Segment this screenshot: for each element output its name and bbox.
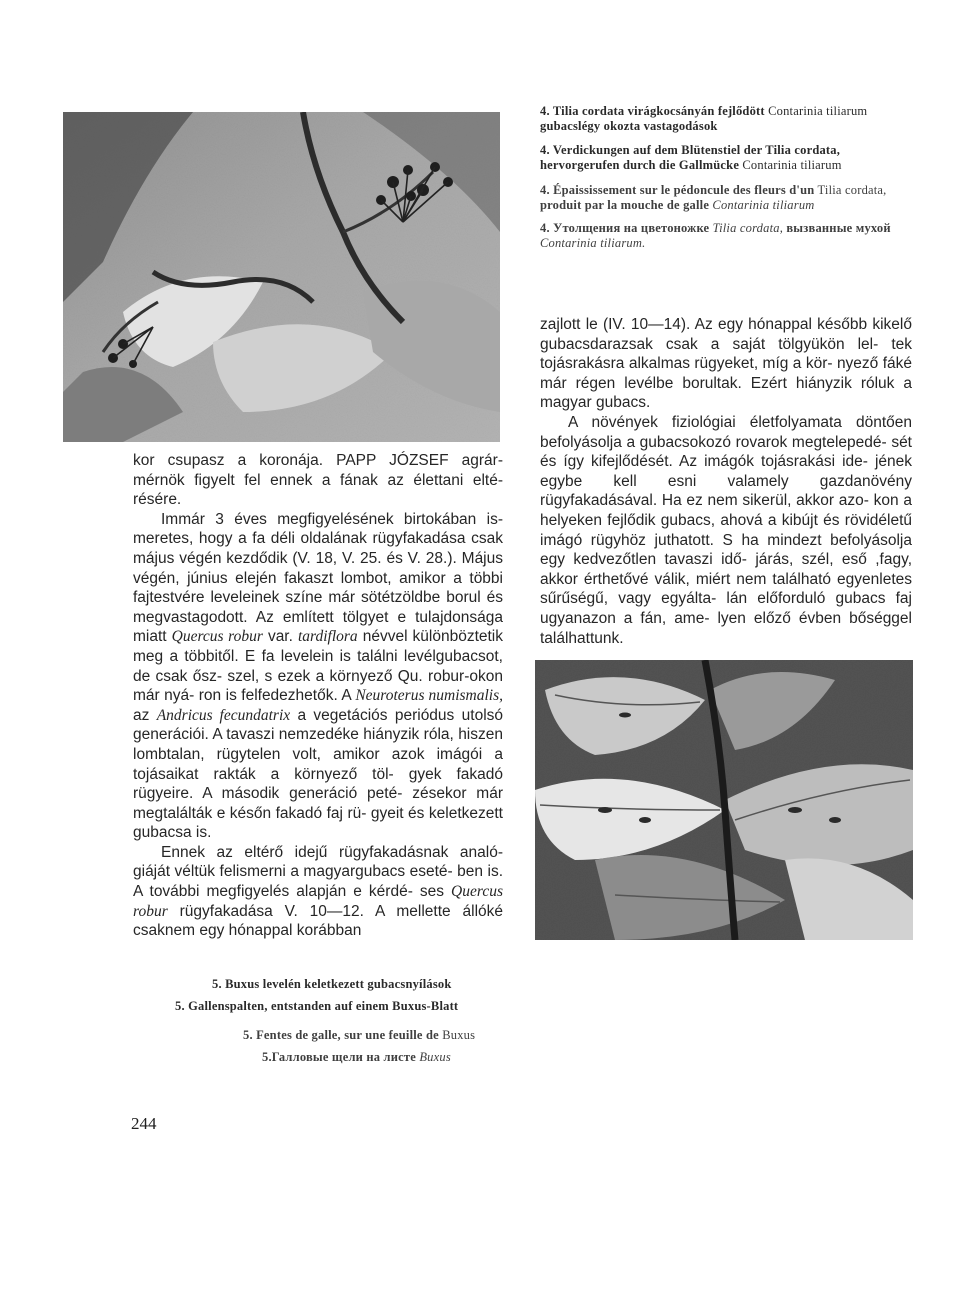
photo-tilia-galls <box>63 112 500 442</box>
caption-top-hu: 4. Tilia cordata virágkocsányán fejlődött Contarinia tiliarum gubacslégy okozta vastagodások <box>540 104 868 133</box>
caption-bottom-ru: 5.Галловые щели на листе Buxus <box>262 1050 451 1064</box>
caption-bottom-de: 5. Gallenspalten, entstanden auf einem Buxus-Blatt <box>175 999 459 1013</box>
right-paragraph-1: zajlott le (IV. 10—14). Az egy hónappal később kikelő gubacsdarazsak csak a saját tölgyükön lel- tek tojásrakásra alkalmas rügyeket, míg a kör- nyező fáké már régen levélbe borultak. Ezért hiányzik róluk a magyar gubacs. <box>540 316 913 412</box>
caption-top-de: 4. Verdickungen auf dem Blütenstiel der Tilia cordata, hervorgerufen durch die Gallmücke Contarinia tiliarum <box>540 143 842 172</box>
page-number: 244 <box>131 1114 157 1133</box>
caption-bottom-hu: 5. Buxus levelén keletkezett gubacsnyílások <box>212 977 452 991</box>
right-column <box>540 315 912 648</box>
left-paragraph-3: Ennek az eltérő idejű rügyfakadásnak analó- giáját véltük felismerni a magyargubacs eseté- ben is. A további megfigyelés alapján e kérdé- ses Quercus robur rügyfakadása V. 10—12. A mellette állóké csaknem egy hónappal korábban <box>133 843 504 940</box>
left-column <box>133 451 503 941</box>
caption-top-ru: 4. Утолщения на цветоножке Tilia cordata, вызванные мухой Contarinia tiliarum. <box>540 221 891 250</box>
left-paragraph-1: kor csupasz a koronája. PAPP JÓZSEF agrár- mérnök figyelt fel ennek a fának az élettani elté- résére. <box>133 452 503 509</box>
left-paragraph-2: Immár 3 éves megfigyelésének birtokában is- meretes, hogy a fa déli oldalának rügyfakadása csak május végén kezdődik (V. 18, V. 25. és V. 28.). Május végén, június elején fakaszt lombot, amikor a többi fajtestvére leveleinek színe már sötétzöldbe borul és megvastagodott. Az említett tölgyet e tulajdonsága miatt Quercus robur var. tardiflora névvel különböztetik meg a többitől. E fa levelein is találni levélgubacsot, de csak ősz- szel, s ezek a környező Qu. robur-okon már nyá- ron is felfedezhetők. A Neuroterus numismalis, az Andricus fecundatrix a vegetációs periódus utolsó generációi. A tavaszi nemzedéke hiányzik róla, hiszen lombtalan, rügytelen volt, amikor azok imágói a tojásaikat rakták a környező töl- gyek fakadó rügyeire. A második generáció peté- zésekor már megtalálták e későn fakadó faj rü- gyeit és keletkezett gubacsa is. <box>133 510 504 842</box>
caption-bottom-fr: 5. Fentes de galle, sur une feuille de Buxus <box>243 1028 476 1042</box>
caption-top-fr: 4. Épaississement sur le pédoncule des fleurs d'un Tilia cordata, produit par la mouche de galle Contarinia tiliarum <box>540 183 887 212</box>
photo-buxus-leaves <box>535 660 913 940</box>
right-paragraph-2: A növények fiziológiai életfolyamata döntően befolyásolja a gubacsokozó rovarok megtelepedé- sét és így kifejlődését. Az imágók tojásrakási ide- jének egybe kell esni valamely gazdanövény rügyfakadásával. Ha ez nem sikerül, akkor azo- kon a helyeken fejlődik gubacs, ahová a kibújt és rövidéletű imágó rügyhöz juthatott. S ha mindezt befolyásolja egy kedvezőtlen tavaszi idő- járás, szél, eső ,fagy, akkor érthetővé válik, miért nem található egyenletes sűrűségű, vagy egyálta- lán előforduló gubacs faj ugyanazon a fán, ame- lyen előző évben bőséggel találhattunk. <box>540 413 913 647</box>
